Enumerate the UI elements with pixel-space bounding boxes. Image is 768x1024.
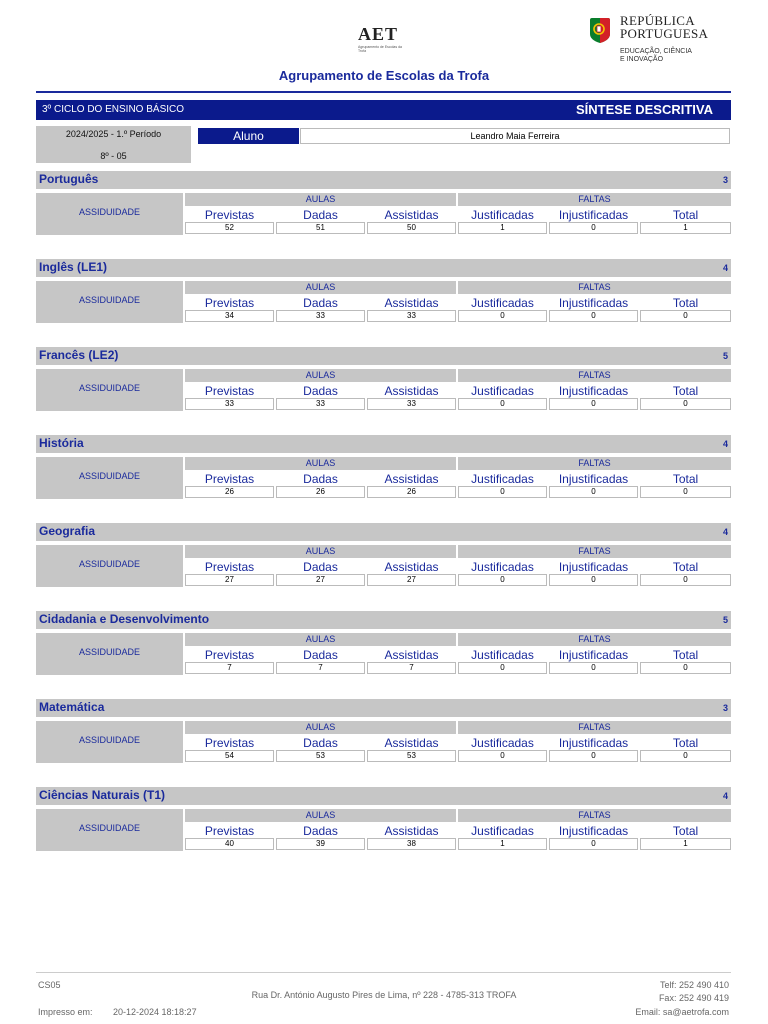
subject-name: Português [39,172,99,186]
column-value: 33 [367,310,456,322]
report-title: SÍNTESE DESCRITIVA [575,102,713,117]
column-value: 7 [185,662,274,674]
column-header: Total [672,208,699,222]
email-link[interactable]: Email: sa@aetrofa.com [635,1007,729,1017]
column-header: Assistidas [384,296,439,310]
column-header: Injustificadas [558,472,629,486]
column-header: Justificadas [471,472,534,486]
column-header: Justificadas [471,648,534,662]
column-header: Previstas [204,648,255,662]
column-header: Justificadas [471,208,534,222]
subject-level: 4 [722,439,728,449]
absences-group-header: FALTAS [458,193,731,206]
column-value: 1 [640,838,731,850]
column-value: 39 [276,838,365,850]
attendance-label-box [36,369,183,411]
column-value: 0 [549,222,638,234]
printed-date: 20-12-2024 18:18:27 [113,1007,197,1017]
subject-block [36,523,731,601]
column-header: Justificadas [471,736,534,750]
column-value: 0 [549,838,638,850]
column-value: 51 [276,222,365,234]
subject-level: 5 [722,615,728,625]
lessons-group-header: AULAS [185,809,456,822]
column-header: Total [672,736,699,750]
column-value: 7 [367,662,456,674]
subject-name: Cidadania e Desenvolvimento [39,612,210,626]
class-label: 8º - 05 [100,151,127,161]
column-value: 0 [640,486,731,498]
column-header: Injustificadas [558,208,629,222]
column-header: Justificadas [471,296,534,310]
column-value: 52 [185,222,274,234]
subject-header [36,699,731,717]
attendance-label: ASSIDUIDADE [78,471,140,481]
cycle-label: 3º CICLO DO ENSINO BÁSICO [42,104,185,115]
subject-name: Geografia [39,524,96,538]
column-value: 1 [458,838,547,850]
attendance-label: ASSIDUIDADE [78,295,140,305]
column-value: 0 [549,398,638,410]
column-value: 0 [640,398,731,410]
report-band [36,100,731,120]
column-header: Previstas [204,472,255,486]
subject-header [36,435,731,453]
subject-level: 5 [722,351,728,361]
column-header: Total [672,648,699,662]
school-logo-text: AET [358,24,399,44]
column-value: 1 [640,222,731,234]
subject-block [36,347,731,425]
subject-block [36,787,731,865]
subject-block [36,435,731,513]
column-value: 0 [458,750,547,762]
column-header: Dadas [303,208,338,222]
column-header: Dadas [303,648,338,662]
subject-header [36,611,731,629]
column-value: 0 [458,662,547,674]
subject-name: Francês (LE2) [39,348,119,362]
attendance-label: ASSIDUIDADE [78,823,140,833]
column-header: Total [672,472,699,486]
subject-name: História [39,436,84,450]
column-header: Assistidas [384,208,439,222]
student-name: Leandro Maia Ferreira [300,128,730,144]
subject-name: Matemática [39,700,105,714]
column-value: 27 [276,574,365,586]
attendance-label-box [36,633,183,675]
lessons-group-header: AULAS [185,369,456,382]
column-header: Dadas [303,296,338,310]
absences-group-header: FALTAS [458,545,731,558]
attendance-label: ASSIDUIDADE [78,207,140,217]
column-header: Dadas [303,824,338,838]
column-header: Assistidas [384,736,439,750]
portugal-flag-icon [588,16,612,44]
school-year-period: 2024/2025 - 1.º Período [65,129,162,139]
column-value: 0 [458,574,547,586]
school-title: Agrupamento de Escolas da Trofa [278,68,490,83]
subject-name: Ciências Naturais (T1) [39,788,166,802]
column-value: 33 [276,310,365,322]
column-header: Dadas [303,384,338,398]
school-address: Rua Dr. António Augusto Pires de Lima, nº 228 - 4785-313 TROFA [251,990,517,1000]
lessons-group-header: AULAS [185,721,456,734]
subject-block [36,171,731,249]
column-header: Previstas [204,208,255,222]
subject-block [36,259,731,337]
column-value: 0 [549,750,638,762]
column-header: Previstas [204,824,255,838]
subject-block [36,611,731,689]
subject-header [36,523,731,541]
attendance-label: ASSIDUIDADE [78,647,140,657]
column-header: Injustificadas [558,296,629,310]
column-value: 27 [367,574,456,586]
column-header: Previstas [204,296,255,310]
column-value: 33 [276,398,365,410]
column-value: 33 [185,398,274,410]
column-value: 0 [640,574,731,586]
column-value: 27 [185,574,274,586]
column-value: 54 [185,750,274,762]
attendance-label-box [36,193,183,235]
column-header: Justificadas [471,560,534,574]
printed-label: Impresso em: [38,1007,93,1017]
column-value: 0 [458,486,547,498]
attendance-label: ASSIDUIDADE [78,735,140,745]
attendance-label-box [36,457,183,499]
lessons-group-header: AULAS [185,545,456,558]
school-logo-subtitle: Agrupamento de Escolas da Trofa [358,45,402,53]
absences-group-header: FALTAS [458,281,731,294]
column-value: 50 [367,222,456,234]
column-header: Total [672,824,699,838]
document-code: CS05 [38,980,61,990]
subject-header [36,787,731,805]
student-label: Aluno [198,128,299,144]
attendance-label: ASSIDUIDADE [78,383,140,393]
absences-group-header: FALTAS [458,809,731,822]
column-value: 0 [640,750,731,762]
column-header: Injustificadas [558,824,629,838]
fax-number: Fax: 252 490 419 [658,993,729,1003]
column-header: Previstas [204,384,255,398]
column-value: 0 [549,310,638,322]
subject-level: 4 [722,263,728,273]
footer-divider [36,972,731,973]
column-value: 53 [367,750,456,762]
column-value: 33 [367,398,456,410]
lessons-group-header: AULAS [185,281,456,294]
government-title: REPÚBLICA PORTUGUESA [620,13,709,41]
phone-number: Telf: 252 490 410 [659,980,729,990]
attendance-label: ASSIDUIDADE [78,559,140,569]
column-value: 40 [185,838,274,850]
absences-group-header: FALTAS [458,633,731,646]
column-header: Assistidas [384,824,439,838]
lessons-group-header: AULAS [185,193,456,206]
lessons-group-header: AULAS [185,633,456,646]
column-value: 7 [276,662,365,674]
attendance-label-box [36,545,183,587]
column-header: Justificadas [471,824,534,838]
government-logo [588,14,718,68]
period-box [36,126,191,163]
column-header: Justificadas [471,384,534,398]
column-header: Total [672,296,699,310]
header-divider [36,91,731,93]
column-header: Total [672,384,699,398]
column-header: Previstas [204,736,255,750]
government-ministry: EDUCAÇÃO, CIÊNCIA E INOVAÇÃO [620,48,692,63]
column-header: Injustificadas [558,384,629,398]
column-value: 0 [640,310,731,322]
column-header: Previstas [204,560,255,574]
subject-level: 3 [722,175,728,185]
column-header: Total [672,560,699,574]
column-header: Injustificadas [558,736,629,750]
column-value: 0 [549,574,638,586]
column-value: 26 [276,486,365,498]
absences-group-header: FALTAS [458,721,731,734]
column-value: 53 [276,750,365,762]
column-header: Injustificadas [558,560,629,574]
subject-header [36,171,731,189]
column-value: 0 [640,662,731,674]
attendance-label-box [36,721,183,763]
column-value: 0 [458,398,547,410]
column-header: Assistidas [384,472,439,486]
subject-block [36,699,731,777]
column-header: Assistidas [384,560,439,574]
column-header: Assistidas [384,648,439,662]
column-value: 26 [185,486,274,498]
absences-group-header: FALTAS [458,457,731,470]
column-header: Assistidas [384,384,439,398]
column-value: 0 [549,662,638,674]
subject-header [36,259,731,277]
column-header: Dadas [303,472,338,486]
subject-header [36,347,731,365]
column-value: 0 [458,310,547,322]
attendance-label-box [36,281,183,323]
column-value: 26 [367,486,456,498]
column-header: Injustificadas [558,648,629,662]
column-value: 0 [549,486,638,498]
subject-level: 3 [722,703,728,713]
absences-group-header: FALTAS [458,369,731,382]
column-value: 1 [458,222,547,234]
lessons-group-header: AULAS [185,457,456,470]
column-value: 38 [367,838,456,850]
column-header: Dadas [303,560,338,574]
column-value: 34 [185,310,274,322]
column-header: Dadas [303,736,338,750]
school-logo [358,24,408,54]
subject-level: 4 [722,527,728,537]
subject-level: 4 [722,791,728,801]
attendance-label-box [36,809,183,851]
subject-name: Inglês (LE1) [39,260,108,274]
